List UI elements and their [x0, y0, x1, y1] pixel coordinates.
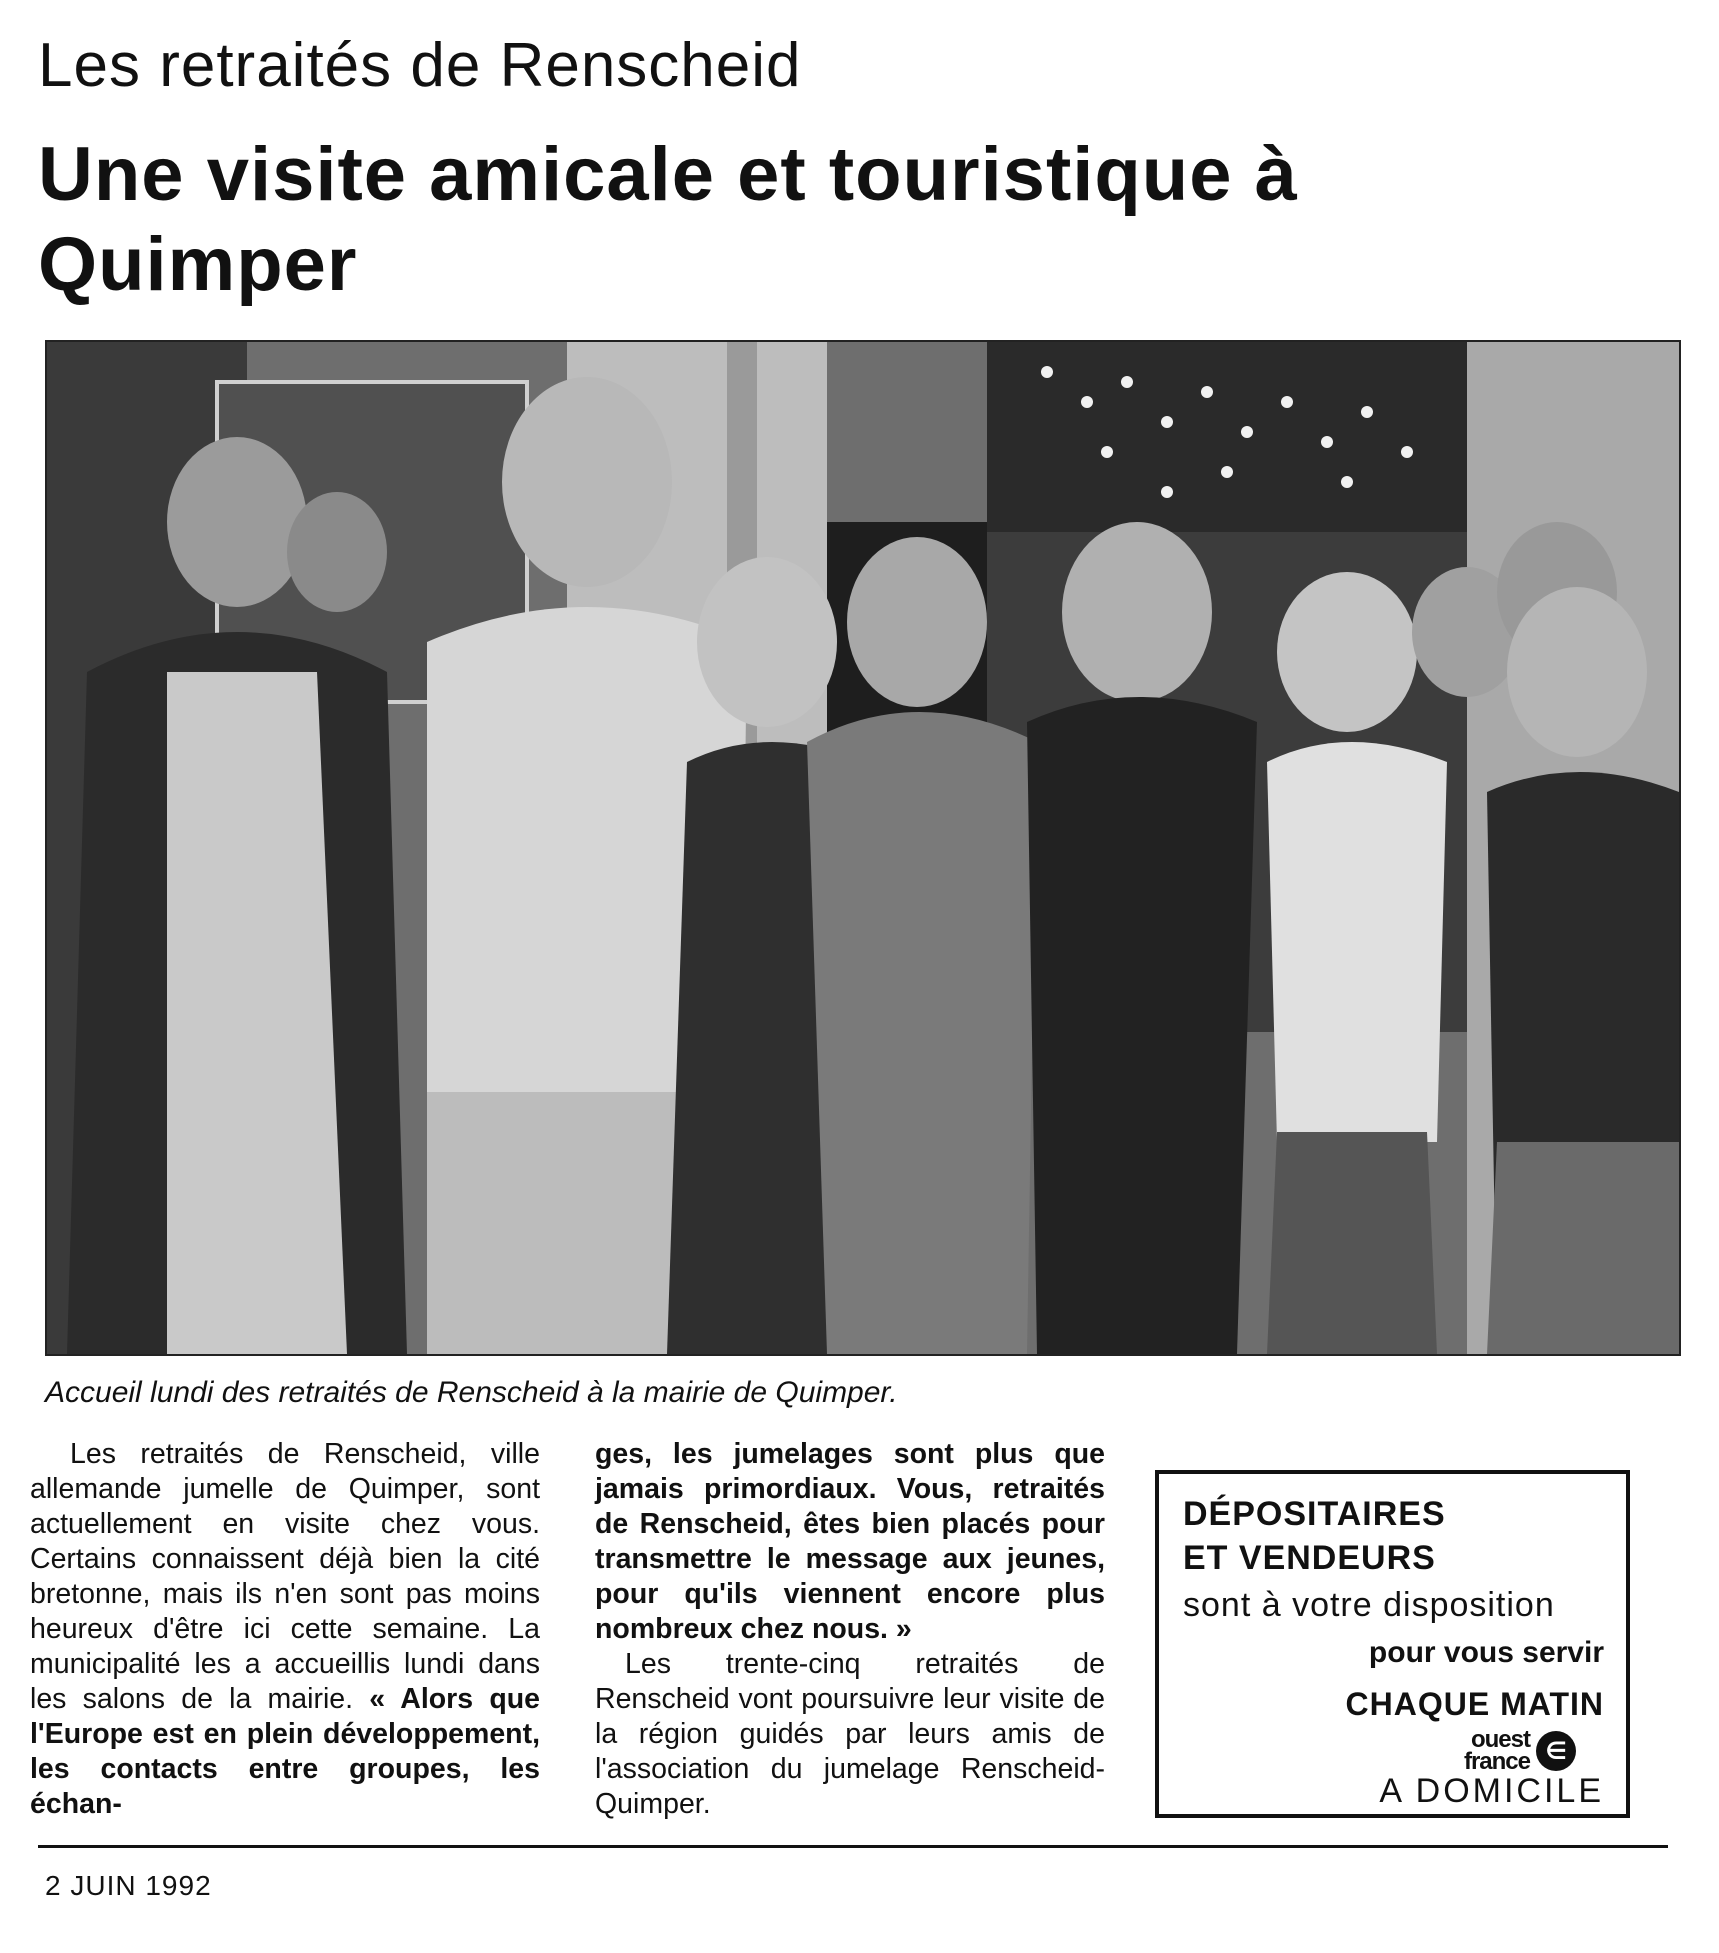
article-column-1	[30, 1437, 540, 1822]
ad-servir-line: pour vous servir	[1368, 1636, 1604, 1669]
ouest-france-logo	[1463, 1726, 1576, 1775]
ad-heading	[1183, 1492, 1446, 1580]
article-kicker: Les retraités de Renscheid	[38, 31, 802, 100]
article-column-2	[595, 1437, 1105, 1822]
group-photo-image	[47, 342, 1679, 1354]
article-photo	[45, 340, 1681, 1356]
ad-heading-line-1: DÉPOSITAIRES	[1183, 1495, 1446, 1533]
ad-domicile-line: A DOMICILE	[1379, 1772, 1604, 1810]
publication-date: 2 JUIN 1992	[45, 1870, 212, 1901]
column-1-quote: « Alors que l'Europe est en plein développement, les contacts entre groupes, les échan-	[30, 1683, 540, 1820]
ad-disposition-line: sont à votre disposition	[1183, 1586, 1555, 1624]
ad-heading-line-2: ET VENDEURS	[1183, 1539, 1436, 1577]
footer-divider	[38, 1845, 1668, 1848]
photo-caption: Accueil lundi des retraités de Renscheid à la mairie de Quimper.	[45, 1376, 898, 1409]
article-headline	[38, 130, 1538, 310]
logo-emblem-icon: ∈	[1536, 1731, 1576, 1771]
logo-word-2: france	[1463, 1748, 1530, 1775]
column-1-text: Les retraités de Renscheid, ville allemande jumelle de Quimper, sont actuellement en visite chez vous. Certains connaissent déjà bien la cité bretonne, mais ils n'en sont pas moins heureux d'être ici cette semaine. La municipalité les a accueillis lundi dans les salons de la mairie.	[30, 1438, 540, 1715]
column-2-quote: ges, les jumelages sont plus que jamais primordiaux. Vous, retraités de Renscheid, êtes bien placés pour transmettre le message aux jeunes, pour qu'ils viennent encore plus nombreux chez nous. »	[595, 1438, 1105, 1645]
ad-matin-line: CHAQUE MATIN	[1345, 1686, 1604, 1722]
column-2-text: Les trente-cinq retraités de Renscheid vont poursuivre leur visite de la région guidés par leurs amis de l'association du jumelage Renscheid-Quimper.	[595, 1648, 1105, 1820]
logo-wordmark	[1463, 1726, 1530, 1775]
advertisement-box	[1155, 1470, 1630, 1818]
headline-text: Une visite amicale et touristique à Quimper	[38, 132, 1298, 307]
logo-word-1: ouest	[1470, 1726, 1530, 1753]
